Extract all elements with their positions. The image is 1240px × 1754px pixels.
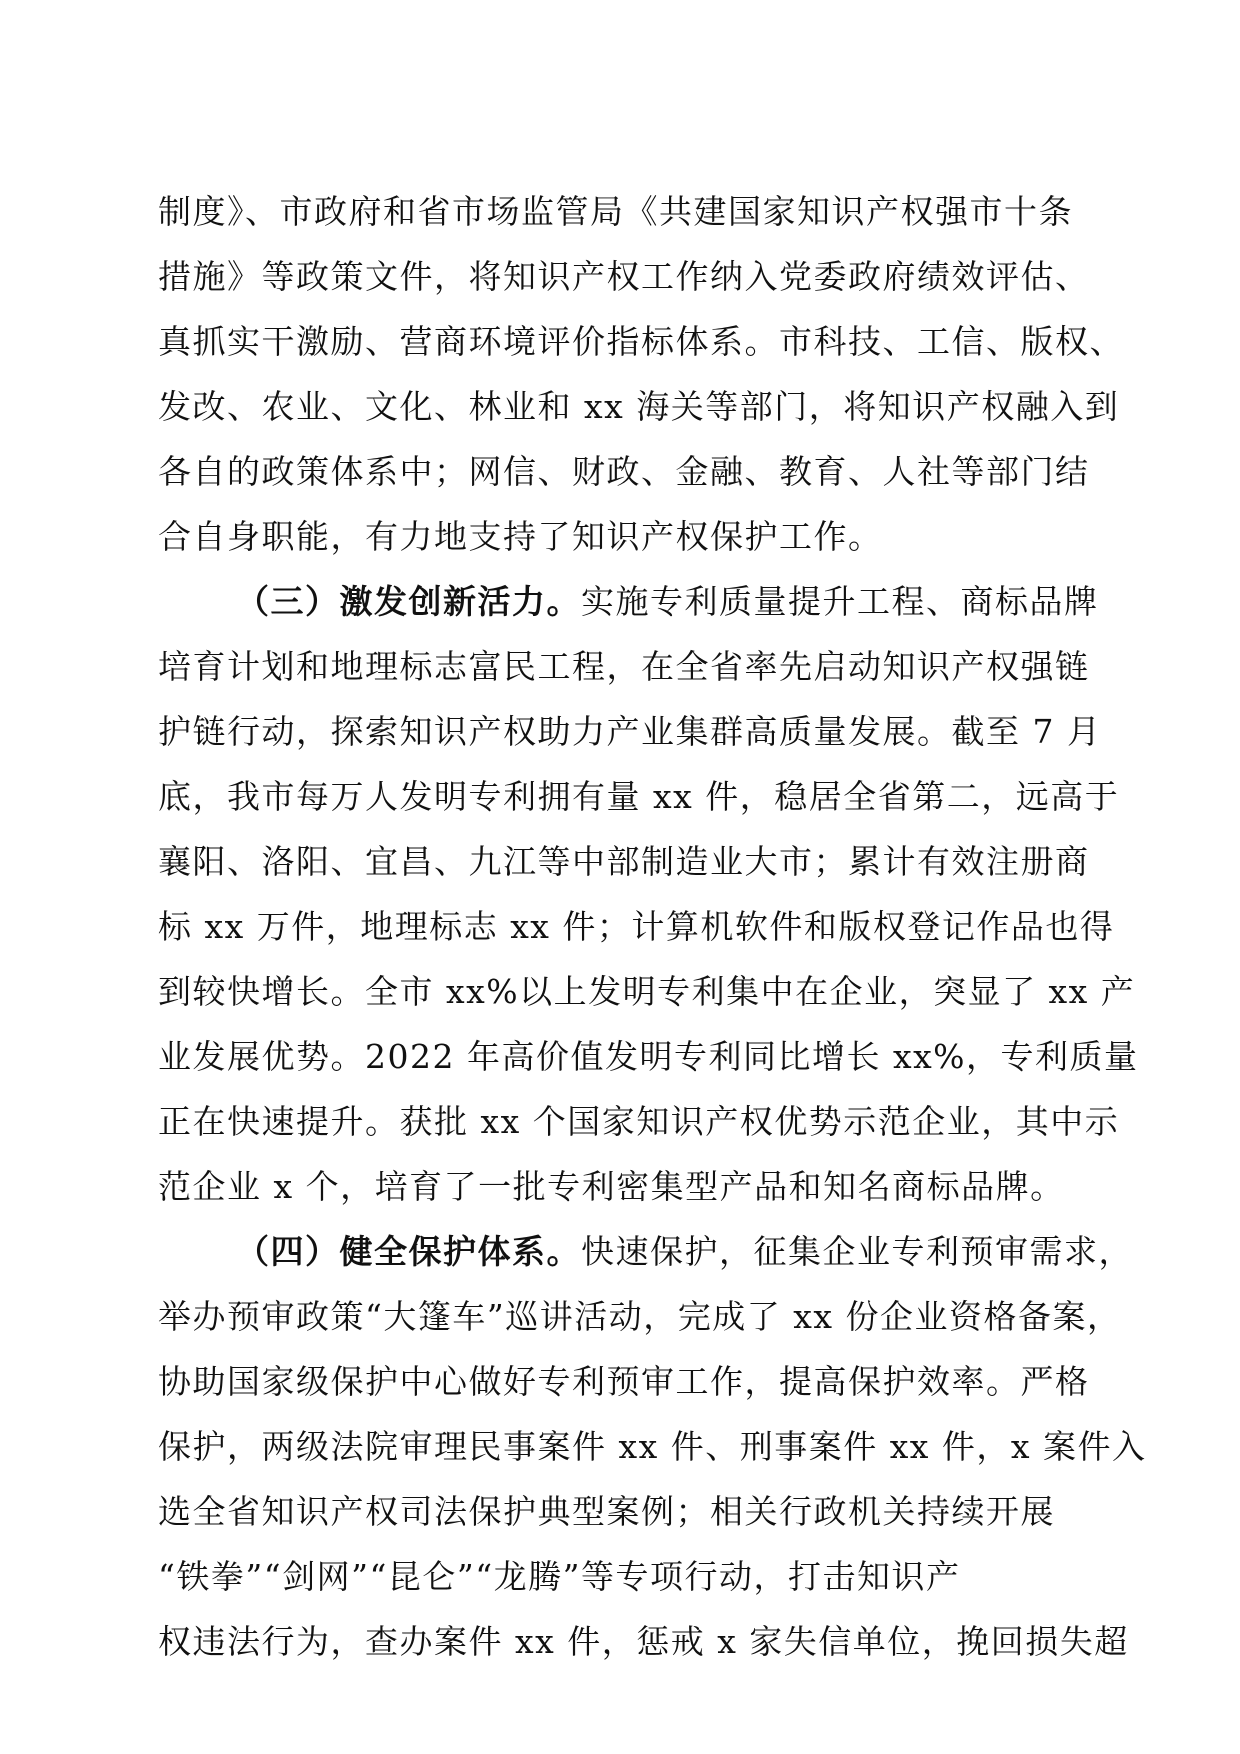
paragraph-line: 底，我市每万人发明专利拥有量 xx 件，稳居全省第二，远高于 (158, 777, 1120, 816)
paragraph-line: 协助国家级保护中心做好专利预审工作，提高保护效率。严格 (158, 1362, 1090, 1401)
paragraph-line: 合自身职能，有力地支持了知识产权保护工作。 (158, 517, 883, 556)
paragraph-line: 范企业 x 个，培育了一批专利密集型产品和知名商标品牌。 (158, 1167, 1065, 1206)
paragraph-line: “铁拳”“剑网”“昆仑”“龙腾”等专项行动，打击知识产 (158, 1557, 961, 1596)
paragraph-line: 制度》、市政府和省市场监管局《共建国家知识产权强市十条 (158, 192, 1073, 231)
paragraph-line: 权违法行为，查办案件 xx 件，惩戒 x 家失信单位，挽回损失超 (158, 1622, 1129, 1661)
paragraph-line: 措施》等政策文件，将知识产权工作纳入党委政府绩效评估、 (158, 257, 1090, 296)
paragraph-line: 举办预审政策“大篷车”巡讲活动，完成了 xx 份企业资格备案， (158, 1297, 1122, 1336)
paragraph-line: 标 xx 万件，地理标志 xx 件；计算机软件和版权登记作品也得 (158, 907, 1115, 946)
paragraph-line: 襄阳、洛阳、宜昌、九江等中部制造业大市；累计有效注册商 (158, 842, 1090, 881)
section-3-heading: （三）激发创新活力。 (236, 582, 581, 621)
section-3-first-line (236, 582, 1099, 622)
paragraph-line: 真抓实干激励、营商环境评价指标体系。市科技、工信、版权、 (158, 322, 1124, 361)
paragraph-line: 各自的政策体系中；网信、财政、金融、教育、人社等部门结 (158, 452, 1090, 491)
paragraph-line: 发改、农业、文化、林业和 xx 海关等部门，将知识产权融入到 (158, 387, 1120, 426)
paragraph-line: 正在快速提升。获批 xx 个国家知识产权优势示范企业，其中示 (158, 1102, 1120, 1141)
section-4-first-line (236, 1232, 1133, 1272)
section-4-heading: （四）健全保护体系。 (236, 1232, 581, 1271)
paragraph-line: 业发展优势。2022 年高价值发明专利同比增长 xx%，专利质量 (158, 1037, 1139, 1076)
paragraph-line: 培育计划和地理标志富民工程，在全省率先启动知识产权强链 (158, 647, 1090, 686)
section-4-text: 快速保护，征集企业专利预审需求， (581, 1232, 1133, 1271)
paragraph-line: 到较快增长。全市 xx%以上发明专利集中在企业，突显了 xx 产 (158, 972, 1136, 1011)
paragraph-line: 保护，两级法院审理民事案件 xx 件、刑事案件 xx 件，x 案件入 (158, 1427, 1147, 1466)
paragraph-line: 选全省知识产权司法保护典型案例；相关行政机关持续开展 (158, 1492, 1055, 1531)
paragraph-line: 护链行动，探索知识产权助力产业集群高质量发展。截至 7 月 (158, 712, 1102, 751)
section-3-text: 实施专利质量提升工程、商标品牌 (581, 582, 1099, 621)
